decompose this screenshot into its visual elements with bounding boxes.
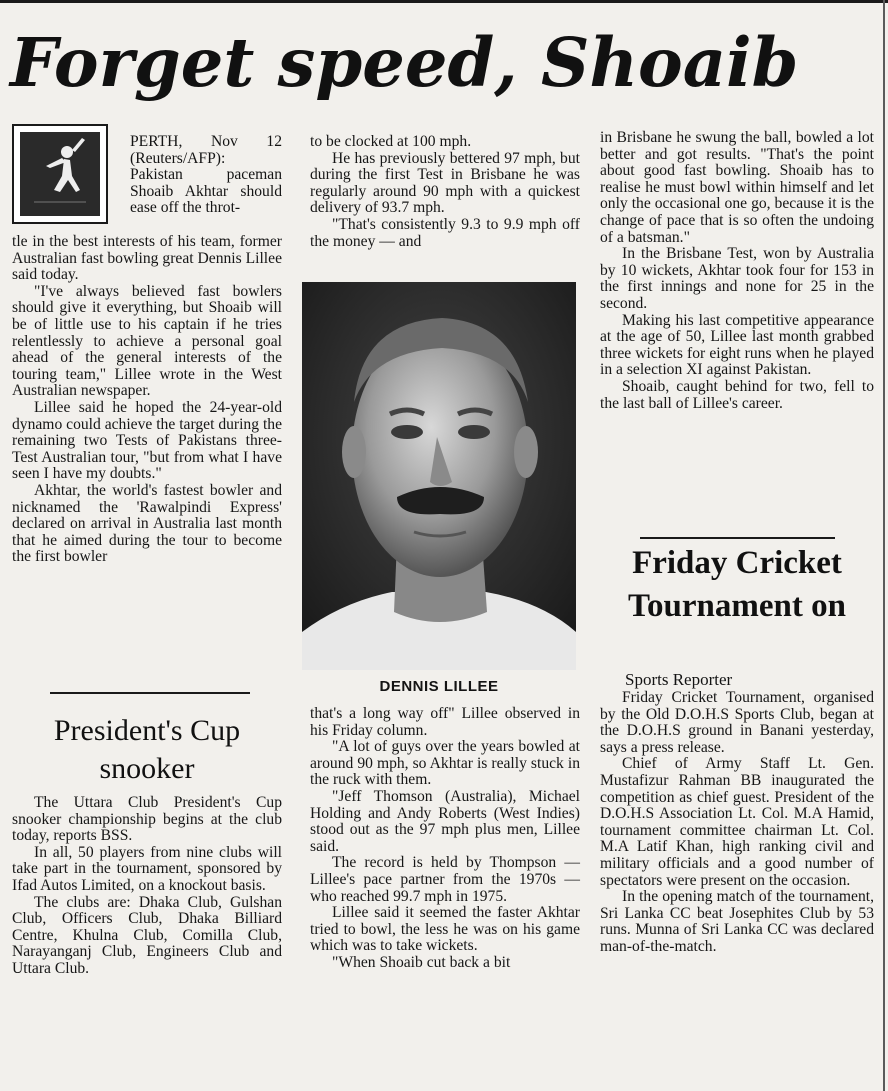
dennis-lillee-photo [302, 282, 576, 670]
byline: Sports Reporter [625, 670, 733, 689]
paragraph: to be clocked at 100 mph. [310, 133, 472, 150]
paragraph: tle in the best interests of his team, former Australian fast bowling great Dennis Lillee said today. [12, 233, 282, 284]
paragraph: in Brisbane he swung the ball, bowled a lot better and got results. "That's the point about good fast bowling. Shoaib has to realise he must bowl within himself and let only the occasional one go, because it is the change of pace that is so often the undoing of a batsman." [600, 129, 874, 246]
paragraph: "I've always believed fast bowlers should give it everything, but Shoaib will be of little use to his captain if he tries relentlessly to achieve a personal goal ahead of the general interests of the touring team," Lillee wrote in the West Australian newspaper. [12, 282, 282, 400]
main-article-col3 [600, 130, 874, 412]
paragraph: The record is held by Thompson — Lillee's pace partner from the 1970s — who reached 99.7 mph in 1975. [310, 854, 580, 905]
paragraph: In the opening match of the tournament, Sri Lanka CC beat Josephites Club by 53 runs. Munna of Sri Lanka CC was declared man-of-the-match. [600, 888, 874, 955]
paragraph: The clubs are: Dhaka Club, Gulshan Club, Officers Club, Dhaka Billiard Centre, Khulna Club, Comilla Club, Narayanganj Club, Engineers Club and Uttara Club. [12, 893, 282, 977]
portrait-image [302, 282, 576, 670]
paragraph: "A lot of guys over the years bowled at around 90 mph, so Akhtar is really stuck in the ruck with them. [310, 738, 580, 789]
friday-cricket-body [600, 690, 874, 956]
main-article-col1 [12, 234, 282, 566]
paragraph: Chief of Army Staff Lt. Gen. Mustafizur Rahman BB inaugurated the competition as chief guest. President of the D.O.H.S Association Lt. Col. M.A Hamid, tournament committee chairman Lt. Col. M.A Latif Khan, high ranking civil and military officials and a good number of spectators were present on the occasion. [600, 755, 874, 889]
headline: Forget speed, Shoaib [10, 23, 799, 102]
right-rule [883, 0, 885, 1091]
cricket-logo [12, 124, 108, 224]
presidents-cup-title: President's Cup snooker [53, 714, 241, 785]
main-article-col2-top [310, 134, 580, 250]
paragraph: Friday Cricket Tournament, organised by the Old D.O.H.S Sports Club, began at the D.O.H.S ground in Banani yesterday, says a press release. [600, 689, 874, 756]
paragraph: "That's consistently 9.3 to 9.9 mph off the money — and [310, 215, 580, 250]
divider [640, 537, 835, 539]
presidents-cup-body [12, 795, 282, 978]
batsman-icon [20, 132, 100, 216]
paragraph: that's a long way off" Lillee observed in his Friday column. [310, 705, 580, 739]
paragraph: The Uttara Club President's Cup snooker championship begins at the club today, reports BSS. [12, 794, 282, 845]
paragraph: Shoaib, caught behind for two, fell to the last ball of Lillee's career. [600, 377, 874, 412]
paragraph: Lillee said it seemed the faster Akhtar tried to bowl, the less he was on his game which was to take wickets. [310, 904, 580, 955]
top-rule [0, 0, 888, 3]
divider [50, 692, 250, 694]
paragraph: Making his last competitive appearance at the age of 50, Lillee last month grabbed three wickets for eight runs when he played in a selection XI against Pakistan. [600, 311, 874, 379]
paragraph: Lillee said he hoped the 24-year-old dynamo could achieve the target during the remaining two Tests of Pakistans three-Test Australian tour, "but from what I have seen I have my doubts." [12, 398, 282, 483]
paragraph: Akhtar, the world's fastest bowler and nicknamed the 'Rawalpindi Express' declared on arrival in Australia last month that he aimed during the tour to become the first bowler [12, 481, 282, 566]
paragraph: "Jeff Thomson (Australia), Michael Holding and Andy Roberts (West Indies) stood out as the 97 mph plus men, Lillee said. [310, 787, 580, 855]
dateline: PERTH, Nov 12 (Reuters/AFP): Pakistan paceman Shoaib Akhtar should ease off the throt- [130, 133, 282, 217]
paragraph: "When Shoaib cut back a bit [332, 953, 511, 971]
paragraph: In the Brisbane Test, won by Australia by 10 wickets, Akhtar took four for 153 in the first innings and none for 25 in the second. [600, 245, 874, 312]
paragraph: He has previously bettered 97 mph, but during the first Test in Brisbane he was regularly around 90 mph with a quickest delivery of 93.7 mph. [310, 149, 580, 217]
friday-cricket-title: Friday Cricket Tournament on [628, 545, 846, 624]
photo-caption: DENNIS LILLEE [379, 678, 499, 695]
main-article-col2-bottom [310, 706, 580, 972]
paragraph: In all, 50 players from nine clubs will take part in the tournament, sponsored by Ifad Autos Limited, on a knockout basis. [12, 843, 282, 894]
